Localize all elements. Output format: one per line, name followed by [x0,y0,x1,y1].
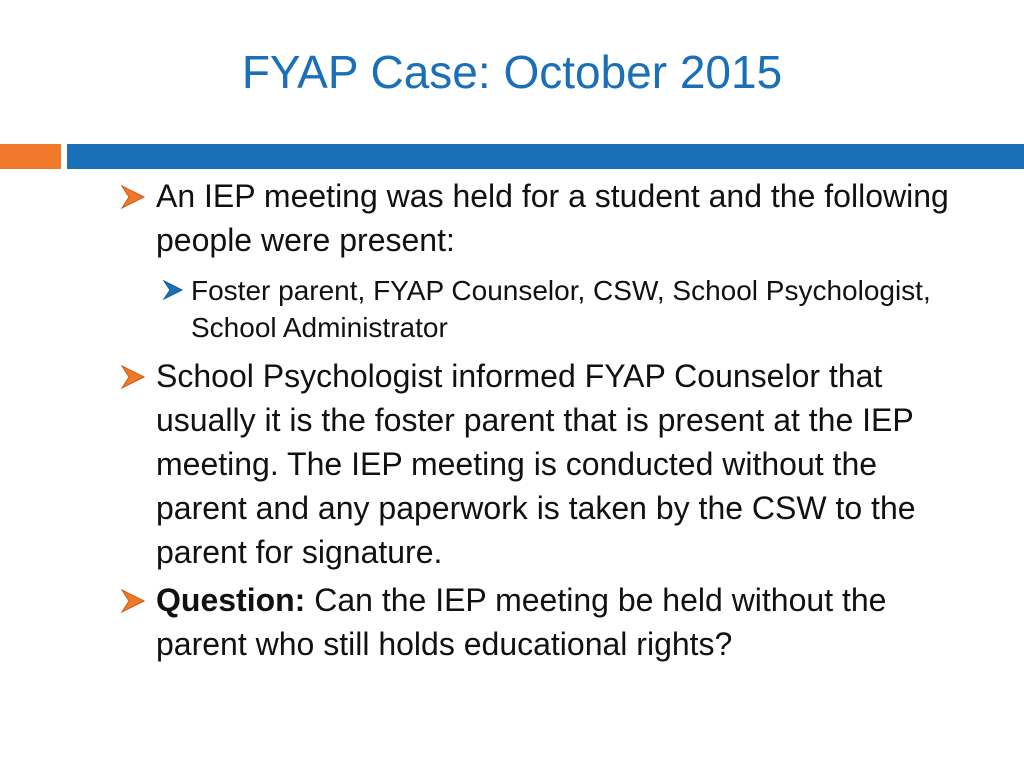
bullet-text: School Psychologist informed FYAP Counselor that usually it is the foster parent that is present at the IEP meeting. The IEP meeting is conducted without the parent and any paperwork is taken by the CSW to the parent for signature. [156,358,916,570]
orange-accent-bar [0,144,61,169]
orange-arrow-bullet-icon [120,184,146,210]
blue-arrow-bullet-icon [162,279,184,301]
bullet-item [118,354,968,574]
sub-bullet-item [118,272,968,346]
blue-accent-bar [67,144,1024,169]
slide-title: FYAP Case: October 2015 [241,46,783,98]
bullet-item [118,578,968,666]
orange-arrow-bullet-icon [120,364,146,390]
question-label: Question: [156,582,306,618]
bullet-item [118,174,968,262]
orange-arrow-bullet-icon [120,588,146,614]
bullet-text: An IEP meeting was held for a student and the following people were present: [156,178,949,258]
bullet-text: Can the IEP meeting be held without the parent who still holds educational rights? [156,582,887,662]
slide-content [118,174,968,666]
sub-bullet-text: Foster parent, FYAP Counselor, CSW, School Psychologist, School Administrator [191,275,931,343]
